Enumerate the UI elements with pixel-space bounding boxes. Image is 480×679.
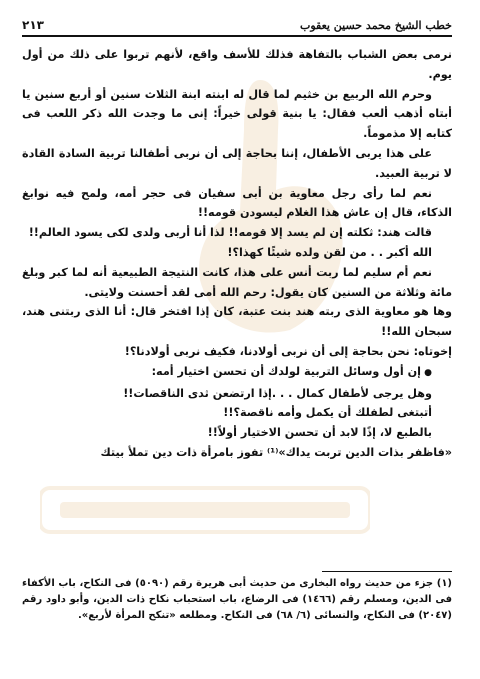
paragraph: الله أكبر . . من لقن ولده شيئًا كهذا؟! — [227, 245, 432, 259]
footnote: (١) جزء من حديث رواه البخارى من حديث أبى هريرة رقم (٥٠٩٠) فى النكاح، باب الأكفاء فى الدين، ومسلم رقم (١٤٦٦) فى الرضاع، باب استحباب نكاح ذات الدين، وأبو داود رقم (٢٠٤٧) فى النكاح، والنسائى (٦/ ٦٨) فى النكاح. ومطلعه «تنكح المرأة لأربع». — [22, 578, 452, 621]
paragraph: نعم أم سليم لما ربت أنس على هذا، كانت النتيجة الطبيعية أنه لما كبر وبلغ مائة وثلاثة من السنين كان يقول: رحم الله أمى لقد أحسنت ولايتى. — [22, 265, 452, 299]
book-title: خطب الشيخ محمد حسين يعقوب — [300, 18, 452, 32]
footnote-divider — [322, 571, 452, 572]
watermark-logo-icon — [40, 480, 370, 540]
page-number: ٢١٣ — [22, 18, 44, 32]
paragraph: «فاظفر بذات الدين تربت يداك»⁽¹⁾ تفوز بامرأة ذات دين تملأ بيتك — [100, 445, 452, 459]
paragraph: وها هو معاوية الذى ربته هند بنت عتبة، كان إذا افتخر قال: أنا الذى ربتنى هند، سبحان الله!! — [22, 305, 452, 339]
footnotes — [22, 571, 452, 623]
running-header — [22, 18, 452, 37]
verse-line: أتبتغى لطفلك أن يكمل وأمه ناقصة؟!! — [223, 406, 432, 420]
paragraph: نرمى بعض الشباب بالتفاهة فذلك للأسف واقع، لأنهم تربوا على ذلك من أول يوم. — [22, 48, 452, 81]
paragraph: بالطبع لا، إذًا لابد أن تحسن الاختيار أولاً!! — [207, 426, 432, 440]
verse-line: وهل يرجى لأطفال كمال . . .إذا ارتضعن ثدى الناقصات!! — [123, 386, 432, 400]
paragraph: على هذا يربى الأطفال، إننا بحاجة إلى أن نربى أطفالنا تربية السادة القادة لا تربية العبيد. — [22, 146, 452, 180]
paragraph: قالت هند: ثكلته إن لم يسد إلا قومه!! لذا أنا أربى ولدى لكى يسود العالم!! — [28, 226, 432, 240]
paragraph: إخوتاه: نحن بحاجة إلى أن نربى أولادنا، فكيف نربى أولادنا؟! — [124, 344, 452, 358]
paragraph: نعم لما رأى رجل معاوية بن أبى سفيان فى حجر أمه، ولمح فيه نوابغ الذكاء، قال إن عاش هذا الغلام ليسودن قومه!! — [22, 186, 452, 220]
bullet-heading: ● إن أول وسائل التربية لولدك أن تحسن اختيار أمه: — [22, 362, 452, 384]
main-text — [22, 45, 452, 463]
paragraph: وحرم الله الربيع بن خثيم لما قال له ابنته ابنة الثلاث سنين أو أربع سنين يا أبتاه أذهب ألعب فقال: يا بنية قولى خيراً: إنى ما وجدت الله ذكر اللعب فى كتابه إلا مذموماً. — [22, 87, 452, 141]
